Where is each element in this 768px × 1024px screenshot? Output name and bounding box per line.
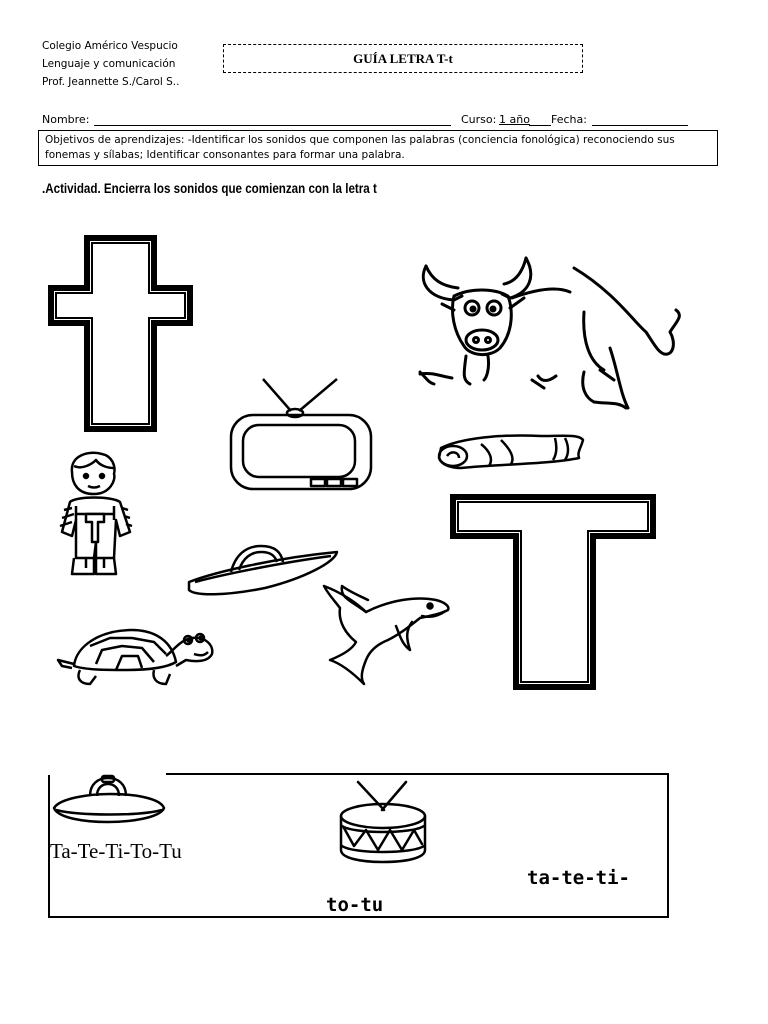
bull-picture [414, 252, 684, 412]
worksheet-title: GUÍA LETRA T-t [223, 44, 583, 73]
shark-picture [320, 578, 452, 688]
date-label: Fecha: [551, 113, 587, 126]
teacher-name: Prof. Jeannette S./Carol S.. [42, 76, 180, 88]
date-field[interactable] [592, 113, 688, 126]
name-field[interactable] [94, 113, 451, 126]
towel-roll-picture [431, 430, 587, 472]
school-name: Colegio Américo Vespucio [42, 40, 178, 52]
objectives-box: Objetivos de aprendizajes: -Identificar los sonidos que componen las palabras (conciencia fonológica) reconociendo sus fonemas y sílabas; Identificar consonantes para formar una palabra. [38, 130, 718, 166]
turtle-picture [56, 626, 218, 690]
uppercase-t-letter [450, 494, 656, 690]
lowercase-t-letter [48, 236, 194, 432]
television-picture [227, 377, 377, 494]
name-label: Nombre: [42, 113, 90, 126]
course-value: 1 año [499, 113, 530, 126]
boy-picture [56, 450, 140, 578]
course-line [529, 113, 551, 126]
drum-icon [334, 780, 432, 864]
school-info [42, 37, 179, 91]
lid-icon [50, 774, 168, 824]
syllables-uppercase: Ta-Te-Ti-To-Tu [50, 839, 182, 863]
course-label: Curso: [461, 113, 497, 126]
syllables-lowercase-line2: to-tu [326, 894, 384, 916]
syllables-lowercase-line1: ta-te-ti- [527, 867, 630, 889]
lid-picture [185, 538, 341, 596]
subject-name: Lenguaje y comunicación [42, 58, 176, 70]
activity-instruction: .Actividad. Encierra los sonidos que comienzan con la letra t [42, 181, 377, 196]
